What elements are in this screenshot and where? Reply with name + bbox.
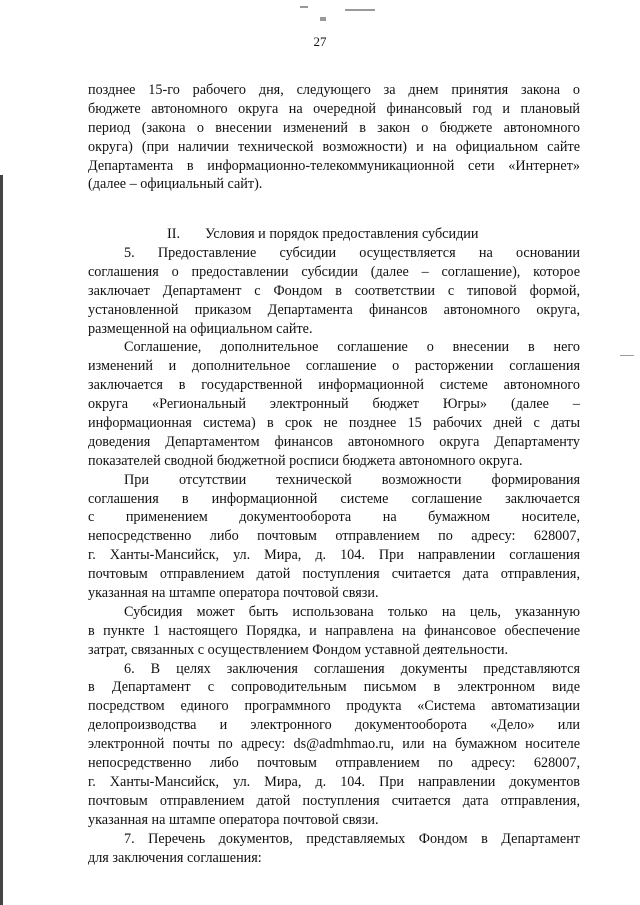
page-number: 27 <box>313 34 327 49</box>
section-title: Условия и порядок предоставления субсидии <box>205 226 479 242</box>
scan-speck <box>620 355 634 356</box>
text-line: информационная система) в срок не позднее 15 рабочих дней с даты <box>88 415 580 432</box>
text-line: почтовым отправлением датой поступления считается дата отправления, <box>88 792 580 809</box>
text-line: Соглашение, дополнительное соглашение о внесении в него <box>124 339 580 356</box>
section-number: II. <box>167 226 180 242</box>
text-line: затрат, связанных с осуществлением Фондом уставной деятельности. <box>88 641 509 658</box>
text-line: позднее 15-го рабочего дня, следующего за днем принятия закона о <box>88 82 580 98</box>
text-line: указанная на штампе оператора почтовой связи. <box>88 811 379 828</box>
text-line: заключает Департамент с Фондом в соответствии с типовой формой, <box>88 282 580 299</box>
text-line: (далее – официальный сайт). <box>88 176 263 193</box>
text-line: соглашения о предоставлении субсидии (далее – соглашение), которое <box>88 263 580 280</box>
text-line: почтовым отправлением датой поступления считается дата отправления, <box>88 566 580 583</box>
text-line: округа «Региональный электронный бюджет Югры» (далее – <box>88 396 580 413</box>
scan-speck <box>320 17 326 21</box>
text-line: делопроизводства и электронного документооборота «Дело» или <box>88 717 580 734</box>
text-line: округа) (при наличии технической возможности) и на официальном сайте <box>88 138 580 155</box>
text-line: с применением документооборота на бумажном носителе, <box>88 509 580 526</box>
text-line: период (закона о внесении изменений в закон о бюджете автономного <box>88 119 580 136</box>
section-body <box>88 244 580 867</box>
text-line: установленной приказом Департамента финансов автономного округа, <box>88 301 580 318</box>
scan-speck <box>345 9 375 11</box>
text-line: указанная на штампе оператора почтовой связи. <box>88 585 379 602</box>
text-line: непосредственно либо почтовым отправлением по адресу: 628007, <box>88 528 580 545</box>
section-heading <box>0 224 640 244</box>
text-line: в Департамент с сопроводительным письмом в электронном виде <box>88 679 580 696</box>
text-line: соглашения в информационной системе соглашение заключается <box>88 490 580 507</box>
text-line: непосредственно либо почтовым отправлением по адресу: 628007, <box>88 755 580 772</box>
text-line: 5. Предоставление субсидии осуществляется на основании <box>124 245 580 261</box>
text-line: г. Ханты-Мансийск, ул. Мира, д. 104. При направлении документов <box>88 773 580 790</box>
text-line: изменений и дополнительное соглашение о расторжении соглашения <box>88 358 580 375</box>
text-line: бюджете автономного округа на очередной финансовый год и плановый <box>88 100 580 117</box>
text-line: заключается в государственной информационной системе автономного <box>88 377 580 394</box>
text-line: показателей сводной бюджетной росписи бюджета автономного округа. <box>88 452 523 469</box>
text-line: Субсидия может быть использована только на цель, указанную <box>124 603 580 620</box>
text-line: Департамента в информационно-телекоммуникационной сети «Интернет» <box>88 157 580 174</box>
text-line: доведения Департаментом финансов автономного округа Департаменту <box>88 433 580 450</box>
scan-speck <box>300 6 308 8</box>
text-line: размещенной на официальном сайте. <box>88 320 313 337</box>
text-line: При отсутствии технической возможности формирования <box>124 471 580 488</box>
intro-paragraph <box>88 81 580 194</box>
text-line: в пункте 1 настоящего Порядка, и направлена на финансовое обеспечение <box>88 622 580 639</box>
text-line: 7. Перечень документов, представляемых Фондом в Департамент <box>124 830 580 847</box>
scan-edge <box>0 175 3 905</box>
text-line: 6. В целях заключения соглашения документы представляются <box>124 660 580 677</box>
text-line: г. Ханты-Мансийск, ул. Мира, д. 104. При направлении соглашения <box>88 547 580 564</box>
text-line: электронной почты по адресу: ds@admhmao.ru, или на бумажном носителе <box>88 736 580 753</box>
text-line: для заключения соглашения: <box>88 849 262 866</box>
text-line: посредством единого программного продукта «Система автоматизации <box>88 698 580 715</box>
